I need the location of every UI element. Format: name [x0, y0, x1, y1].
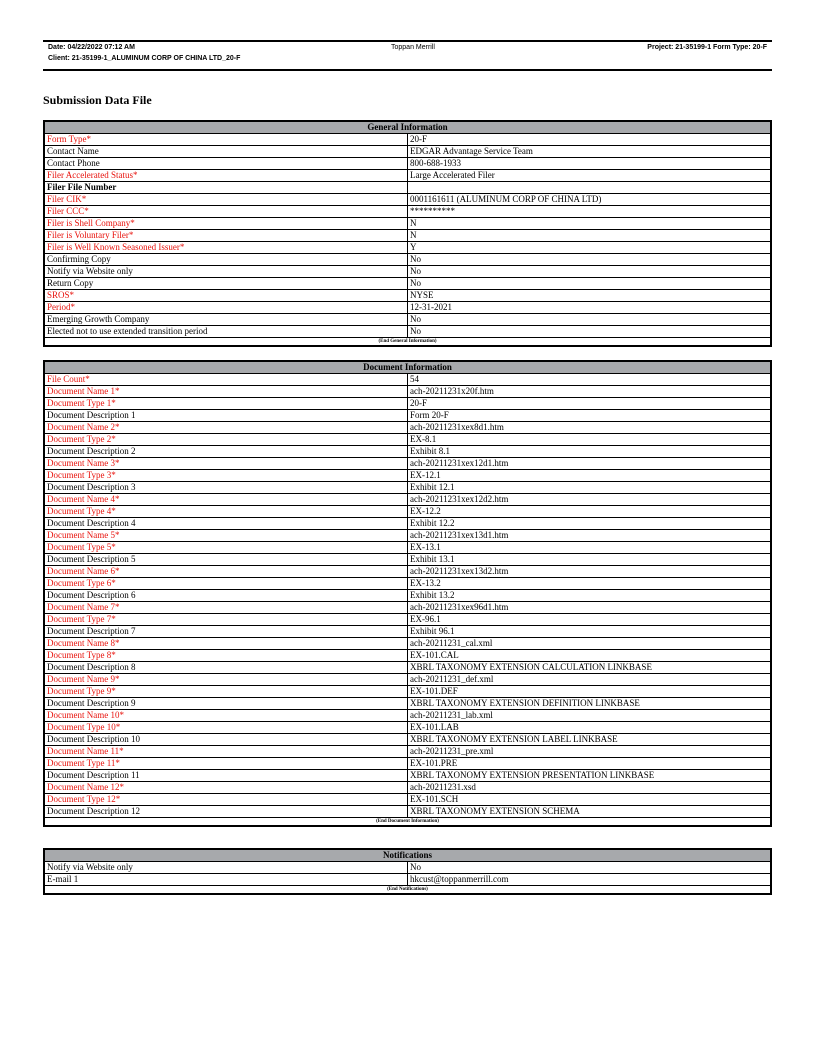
field-value: ach-20211231xex12d2.htm [408, 494, 772, 506]
table-row [44, 446, 771, 458]
page-header [43, 40, 772, 71]
field-label: Document Type 9* [44, 686, 408, 698]
field-value: No [408, 278, 772, 290]
field-label: Contact Name [44, 146, 408, 158]
field-label: Document Description 1 [44, 410, 408, 422]
table-row [44, 314, 771, 326]
field-label: Document Name 4* [44, 494, 408, 506]
field-value: Exhibit 13.2 [408, 590, 772, 602]
table-row [44, 422, 771, 434]
table-row [44, 518, 771, 530]
field-label: Elected not to use extended transition period [44, 326, 408, 338]
field-label: Document Name 12* [44, 782, 408, 794]
field-value: 54 [408, 374, 772, 386]
field-label: Document Name 6* [44, 566, 408, 578]
field-value: EX-101.SCH [408, 794, 772, 806]
field-label: Document Description 5 [44, 554, 408, 566]
page-title: Submission Data File [43, 93, 152, 107]
table-row [44, 698, 771, 710]
field-value: ach-20211231_lab.xml [408, 710, 772, 722]
field-value: 20-F [408, 134, 772, 146]
table-row [44, 242, 771, 254]
general-information-table [43, 120, 772, 347]
field-value: EX-13.2 [408, 578, 772, 590]
table-row [44, 506, 771, 518]
table-row [44, 626, 771, 638]
field-value: Exhibit 12.2 [408, 518, 772, 530]
section-footer: (End General Information) [44, 338, 771, 347]
field-value: ach-20211231xex12d1.htm [408, 458, 772, 470]
table-row [44, 458, 771, 470]
field-label: Contact Phone [44, 158, 408, 170]
field-label: Document Description 7 [44, 626, 408, 638]
field-value: XBRL TAXONOMY EXTENSION CALCULATION LINKBASE [408, 662, 772, 674]
table-row [44, 874, 771, 886]
field-label: Document Type 6* [44, 578, 408, 590]
field-value: EX-101.PRE [408, 758, 772, 770]
table-row [44, 134, 771, 146]
field-label: Form Type* [44, 134, 408, 146]
field-label: Return Copy [44, 278, 408, 290]
field-label: Filer is Voluntary Filer* [44, 230, 408, 242]
table-row [44, 794, 771, 806]
field-value: hkcust@toppanmerrill.com [408, 874, 772, 886]
table-row [44, 266, 771, 278]
field-label: Period* [44, 302, 408, 314]
table-row [44, 386, 771, 398]
field-label: Document Description 6 [44, 590, 408, 602]
table-row [44, 638, 771, 650]
section-footer: (End Notifications) [44, 886, 771, 895]
table-row [44, 206, 771, 218]
table-row [44, 158, 771, 170]
field-label: Document Description 12 [44, 806, 408, 818]
field-label: Filer is Well Known Seasoned Issuer* [44, 242, 408, 254]
section-heading: Document Information [44, 361, 771, 374]
table-row [44, 170, 771, 182]
table-row [44, 470, 771, 482]
field-label: Notify via Website only [44, 862, 408, 874]
field-value: No [408, 326, 772, 338]
field-value: ach-20211231xex96d1.htm [408, 602, 772, 614]
field-value: ach-20211231xex8d1.htm [408, 422, 772, 434]
field-label: Document Name 8* [44, 638, 408, 650]
header-date: Date: 04/22/2022 07:12 AM [48, 44, 135, 51]
table-row [44, 566, 771, 578]
field-label: Document Description 3 [44, 482, 408, 494]
field-label: Document Name 10* [44, 710, 408, 722]
field-value: Exhibit 12.1 [408, 482, 772, 494]
field-value: EX-12.2 [408, 506, 772, 518]
field-value: XBRL TAXONOMY EXTENSION PRESENTATION LINKBASE [408, 770, 772, 782]
field-label: Document Name 9* [44, 674, 408, 686]
table-row [44, 482, 771, 494]
field-value [408, 182, 772, 194]
field-value: ach-20211231_def.xml [408, 674, 772, 686]
table-row [44, 302, 771, 314]
field-label: Document Type 3* [44, 470, 408, 482]
field-label: Confirming Copy [44, 254, 408, 266]
section-heading: General Information [44, 121, 771, 134]
table-row [44, 290, 771, 302]
table-row [44, 662, 771, 674]
table-row [44, 494, 771, 506]
table-row [44, 686, 771, 698]
field-label: Document Description 10 [44, 734, 408, 746]
field-value: EX-101.CAL [408, 650, 772, 662]
field-value: ach-20211231x20f.htm [408, 386, 772, 398]
table-row [44, 770, 771, 782]
field-value: XBRL TAXONOMY EXTENSION SCHEMA [408, 806, 772, 818]
field-label: Document Name 3* [44, 458, 408, 470]
table-row [44, 146, 771, 158]
table-row [44, 530, 771, 542]
table-row [44, 590, 771, 602]
field-label: Document Type 5* [44, 542, 408, 554]
field-label: Document Description 9 [44, 698, 408, 710]
header-company: Toppan Merrill [391, 44, 435, 51]
notifications-table [43, 848, 772, 895]
field-value: EDGAR Advantage Service Team [408, 146, 772, 158]
field-value: EX-101.LAB [408, 722, 772, 734]
field-value: ach-20211231.xsd [408, 782, 772, 794]
table-row [44, 182, 771, 194]
table-row [44, 194, 771, 206]
field-value: ach-20211231_pre.xml [408, 746, 772, 758]
field-label: Document Name 7* [44, 602, 408, 614]
table-row [44, 722, 771, 734]
field-value: ********** [408, 206, 772, 218]
table-row [44, 734, 771, 746]
field-label: Document Description 2 [44, 446, 408, 458]
field-label: Filer is Shell Company* [44, 218, 408, 230]
field-value: N [408, 230, 772, 242]
field-label: Document Name 11* [44, 746, 408, 758]
header-client: Client: 21-35199-1_ALUMINUM CORP OF CHINA LTD_20-F [48, 55, 241, 62]
table-row [44, 410, 771, 422]
table-row [44, 674, 771, 686]
field-label: Document Type 10* [44, 722, 408, 734]
field-label: Filer CIK* [44, 194, 408, 206]
field-value: EX-12.1 [408, 470, 772, 482]
field-label: Document Type 12* [44, 794, 408, 806]
field-label: Document Description 11 [44, 770, 408, 782]
field-value: 0001161611 (ALUMINUM CORP OF CHINA LTD) [408, 194, 772, 206]
table-row [44, 218, 771, 230]
table-row [44, 554, 771, 566]
table-row [44, 650, 771, 662]
field-value: EX-13.1 [408, 542, 772, 554]
section-heading: Notifications [44, 849, 771, 862]
field-label: Document Type 2* [44, 434, 408, 446]
field-label: Document Name 1* [44, 386, 408, 398]
table-row [44, 806, 771, 818]
table-row [44, 398, 771, 410]
field-value: 800-688-1933 [408, 158, 772, 170]
field-value: ach-20211231xex13d1.htm [408, 530, 772, 542]
table-row [44, 542, 771, 554]
table-row [44, 862, 771, 874]
field-value: EX-101.DEF [408, 686, 772, 698]
field-value: Form 20-F [408, 410, 772, 422]
field-label: Filer CCC* [44, 206, 408, 218]
table-row [44, 710, 771, 722]
field-label: File Count* [44, 374, 408, 386]
field-label: Document Type 4* [44, 506, 408, 518]
field-value: N [408, 218, 772, 230]
table-row [44, 746, 771, 758]
field-value: Y [408, 242, 772, 254]
field-label: Document Name 5* [44, 530, 408, 542]
table-row [44, 434, 771, 446]
section-footer: (End Document Information) [44, 818, 771, 827]
table-row [44, 602, 771, 614]
field-label: Document Type 11* [44, 758, 408, 770]
field-label: Document Description 4 [44, 518, 408, 530]
field-value: Exhibit 13.1 [408, 554, 772, 566]
field-value: Exhibit 96.1 [408, 626, 772, 638]
field-value: XBRL TAXONOMY EXTENSION DEFINITION LINKBASE [408, 698, 772, 710]
table-row [44, 374, 771, 386]
field-value: NYSE [408, 290, 772, 302]
field-value: No [408, 266, 772, 278]
field-value: ach-20211231_cal.xml [408, 638, 772, 650]
field-label: Document Type 1* [44, 398, 408, 410]
field-label: Document Type 7* [44, 614, 408, 626]
field-value: Large Accelerated Filer [408, 170, 772, 182]
field-value: No [408, 254, 772, 266]
field-label: Document Name 2* [44, 422, 408, 434]
field-label: E-mail 1 [44, 874, 408, 886]
field-value: EX-8.1 [408, 434, 772, 446]
field-value: Exhibit 8.1 [408, 446, 772, 458]
table-row [44, 614, 771, 626]
field-value: 12-31-2021 [408, 302, 772, 314]
table-row [44, 254, 771, 266]
field-value: No [408, 862, 772, 874]
field-label: Filer File Number [44, 182, 408, 194]
field-value: No [408, 314, 772, 326]
field-label: Document Description 8 [44, 662, 408, 674]
field-label: SROS* [44, 290, 408, 302]
table-row [44, 326, 771, 338]
table-row [44, 758, 771, 770]
field-label: Notify via Website only [44, 266, 408, 278]
field-value: ach-20211231xex13d2.htm [408, 566, 772, 578]
table-row [44, 782, 771, 794]
header-project: Project: 21-35199-1 Form Type: 20-F [647, 44, 767, 51]
field-value: 20-F [408, 398, 772, 410]
document-information-table [43, 360, 772, 827]
field-label: Document Type 8* [44, 650, 408, 662]
field-value: EX-96.1 [408, 614, 772, 626]
field-label: Filer Accelerated Status* [44, 170, 408, 182]
table-row [44, 230, 771, 242]
table-row [44, 278, 771, 290]
field-value: XBRL TAXONOMY EXTENSION LABEL LINKBASE [408, 734, 772, 746]
table-row [44, 578, 771, 590]
field-label: Emerging Growth Company [44, 314, 408, 326]
